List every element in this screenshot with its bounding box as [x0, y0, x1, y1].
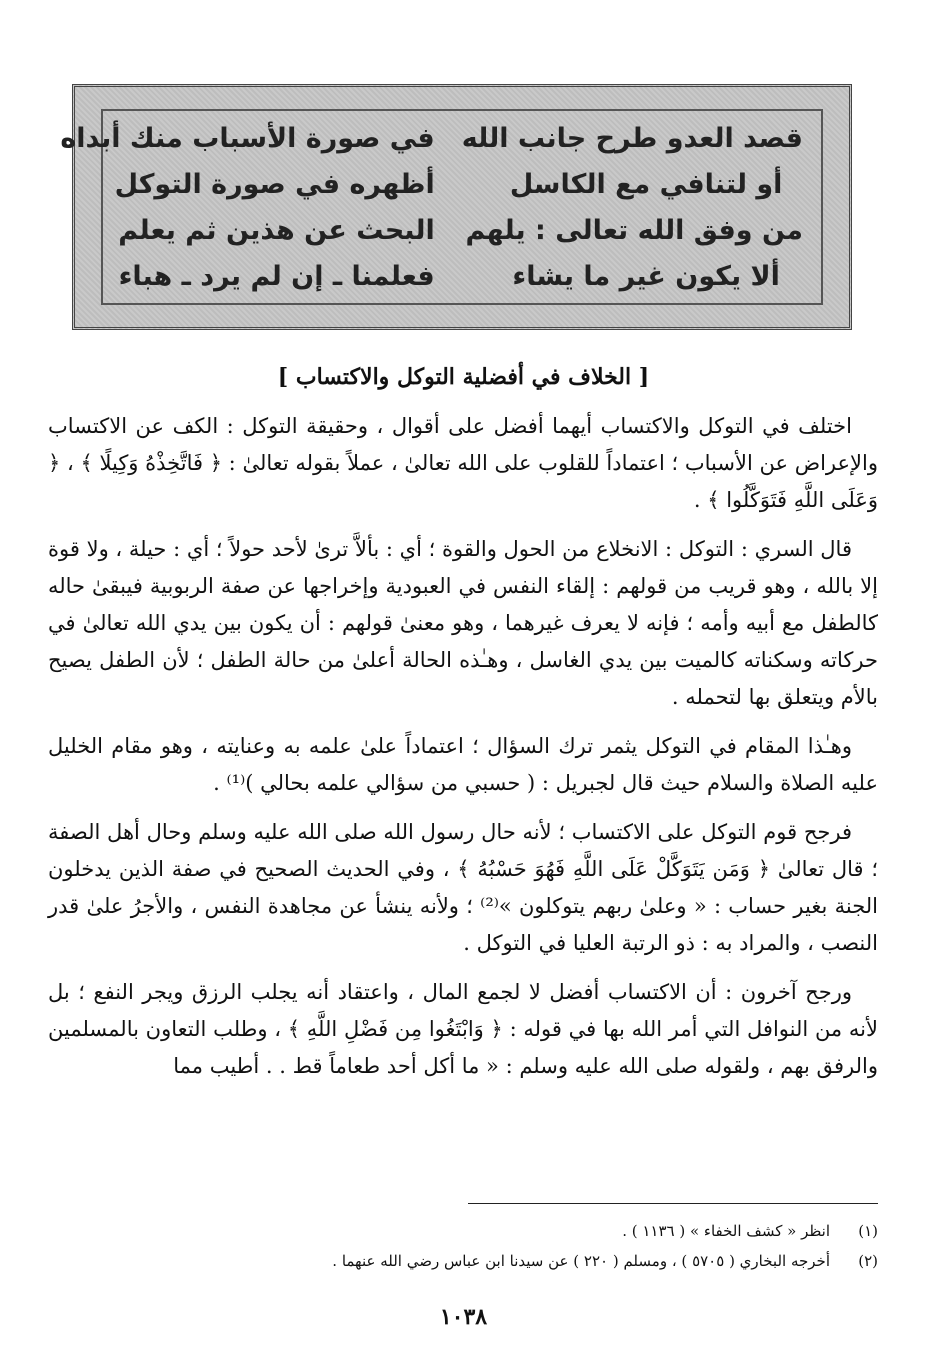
poem-right-hemistich: أو لتنافي مع الكاسل — [509, 168, 783, 200]
poem-left-hemistich: أظهره في صورة التوكل — [114, 168, 435, 200]
poem-line — [60, 122, 803, 154]
body-text — [48, 408, 878, 1097]
poem-left-hemistich: البحث عن هذين ثم يعلم — [118, 214, 435, 246]
footnote-text: أخرجه البخاري ( ٥٧٠٥ ) ، ومسلم ( ٢٢٠ ) عن سيدنا ابن عباس رضي الله عنهما . — [332, 1252, 830, 1270]
footnotes — [48, 1216, 878, 1276]
poem-line — [118, 260, 803, 292]
paragraph: ورجح آخرون : أن الاكتساب أفضل لا لجمع المال ، واعتقاد أنه يجلب الرزق ويجر النفع ؛ بل لأنه من النوافل التي أمر الله بها في قوله : ﴿ وَابْتَغُوا مِن فَضْلِ اللَّهِ ﴾ ، وطلب التعاون بالمسلمين والرفق بهم ، ولقوله صلى الله عليه وسلم : « ما أكل أحد طعاماً قط . . أطيب مما — [48, 980, 878, 1078]
paragraph: قال السري : التوكل : الانخلاع من الحول والقوة ؛ أي : بألاَّ ترىٰ لأحد حولاً ؛ أي : حيلة ، ولا قوة إلا بالله ، وهو قريب من قولهم : إلقاء النفس في العبودية وإخراجها عن صفة الربوبية فيبقىٰ حاله كالطفل مع أبيه وأمه ؛ فإنه لا يعرف غيرهما ، وهو معنىٰ قولهم : أن يكون بين يدي الله تعالىٰ في حركاته وسكناته كالميت بين يدي الغاسل ، وهـٰذه الحالة أعلىٰ من حالة الطفل ؛ لأن الطفل يصيح بالأم ويتعلق بها لتحمله . — [48, 537, 878, 709]
paragraph: اختلف في التوكل والاكتساب أيهما أفضل على أقوال ، وحقيقة التوكل : الكف عن الاكتساب والإعراض عن الأسباب ؛ اعتماداً للقلوب على الله تعالىٰ ، عملاً بقوله تعالىٰ : ﴿ فَاتَّخِذْهُ وَكِيلًا ﴾ ، ﴿ وَعَلَى اللَّهِ فَتَوَكَّلُوا ﴾ . — [48, 414, 878, 512]
paragraph: وهـٰذا المقام في التوكل يثمر ترك السؤال ؛ اعتماداً علىٰ علمه به وعنايته ، وهو مقام الخليل عليه الصلاة والسلام حيث قال لجبريل : ( حسبي من سؤالي علمه بحالي )⁽¹⁾ . — [48, 734, 878, 795]
section-heading: [ الخلاف في أفضلية التوكل والاكتساب ] — [277, 364, 650, 390]
poem-right-hemistich: قصد العدو طرح جانب الله — [461, 122, 803, 154]
paragraph: فرجح قوم التوكل على الاكتساب ؛ لأنه حال رسول الله صلى الله عليه وسلم وحال أهل الصفة ؛ قال تعالىٰ ﴿ وَمَن يَتَوَكَّلْ عَلَى اللَّهِ فَهُوَ حَسْبُهُ ﴾ ، وفي الحديث الصحيح في صفة الذين يدخلون الجنة بغير حساب : « وعلىٰ ربهم يتوكلون »⁽²⁾ ؛ ولأنه ينشأ عن مجاهدة النفس ، والأجرُ علىٰ قدر النصب ، والمراد به : ذو الرتبة العليا في التوكل . — [48, 820, 878, 955]
page-number: ١٠٣٨ — [439, 1304, 488, 1330]
footnote-number: (٢) — [858, 1252, 878, 1270]
footnote — [48, 1216, 878, 1246]
footnote-divider — [468, 1203, 878, 1204]
poem-frame — [60, 84, 852, 330]
footnote — [48, 1246, 878, 1276]
poem-right-hemistich: من وفق الله تعالى : يلهم — [465, 214, 803, 246]
poem-left-hemistich: فعلمنا ـ إن لم يرد ـ هباء — [118, 260, 435, 292]
footnote-text: انظر « كشف الخفاء » ( ١١٣٦ ) . — [622, 1222, 830, 1240]
poem-line — [114, 168, 803, 200]
footnote-number: (١) — [858, 1222, 878, 1240]
poem-left-hemistich: في صورة الأسباب منك أبداه — [60, 122, 435, 154]
poem-right-hemistich: ألا يكون غير ما يشاء — [512, 260, 780, 292]
poem-inner-frame — [60, 109, 823, 305]
poem-line — [118, 214, 803, 246]
